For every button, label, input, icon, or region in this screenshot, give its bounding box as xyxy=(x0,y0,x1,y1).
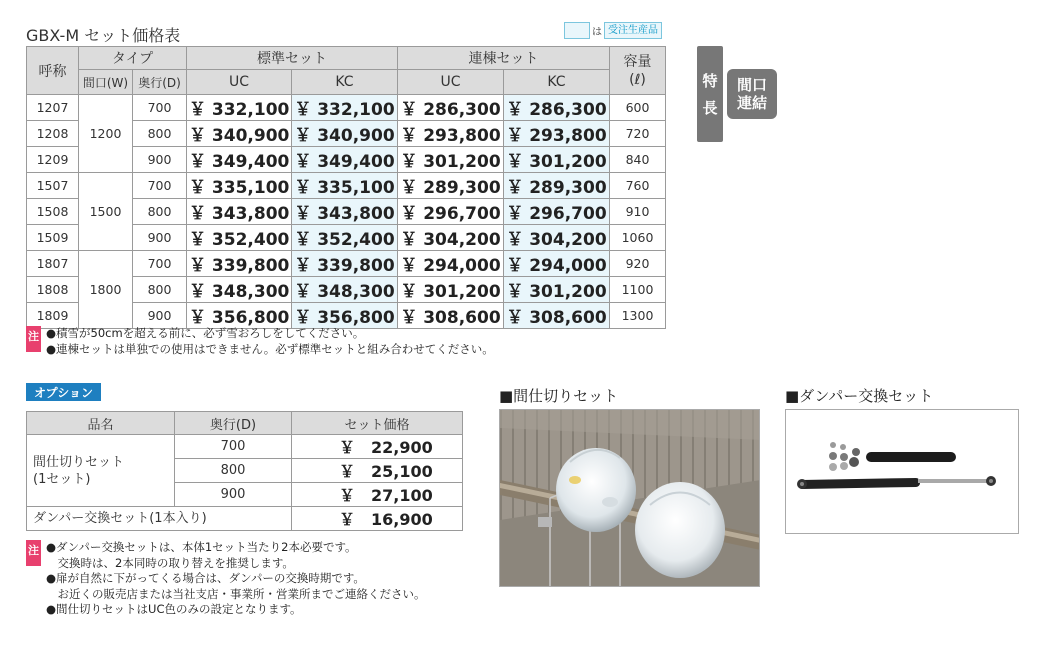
note-line: ●間仕切りセットはUC色のみの設定となります。 xyxy=(46,602,302,616)
option-partition-name-1: 間仕切りセット xyxy=(33,454,125,470)
header-width: 間口(W) xyxy=(79,70,133,95)
option-price: ￥ 22,900 xyxy=(292,435,463,459)
feature-label xyxy=(697,46,723,142)
note-mark: 注 xyxy=(26,540,41,566)
option-damper-price: ￥ 16,900 xyxy=(292,507,463,531)
cell-linked-uc-price: ￥ 301,200 xyxy=(398,277,504,303)
cell-linked-kc-price: ￥ 308,600 xyxy=(504,303,610,329)
cell-standard-kc-price: ￥ 343,800 xyxy=(292,199,398,225)
cell-standard-uc-price: ￥ 339,800 xyxy=(187,251,292,277)
cell-standard-uc-price: ￥ 340,900 xyxy=(187,121,292,147)
cell-yobina: 1807 xyxy=(27,251,79,277)
header-standard-kc: KC xyxy=(292,70,398,95)
cell-standard-uc-price: ￥ 343,800 xyxy=(187,199,292,225)
price-row xyxy=(27,251,666,277)
cell-linked-uc-price: ￥ 294,000 xyxy=(398,251,504,277)
cell-standard-uc-price: ￥ 349,400 xyxy=(187,147,292,173)
cell-linked-kc-price: ￥ 294,000 xyxy=(504,251,610,277)
cell-standard-uc-price: ￥ 335,100 xyxy=(187,173,292,199)
cell-yobina: 1808 xyxy=(27,277,79,303)
cell-standard-uc-price: ￥ 348,300 xyxy=(187,277,292,303)
cell-width: 1800 xyxy=(79,251,133,329)
partition-set-photo xyxy=(499,409,760,587)
cell-linked-uc-price: ￥ 293,800 xyxy=(398,121,504,147)
cell-width: 1500 xyxy=(79,173,133,251)
cell-depth: 900 xyxy=(133,225,187,251)
cell-linked-kc-price: ￥ 293,800 xyxy=(504,121,610,147)
header-type: タイプ xyxy=(79,47,187,70)
cell-capacity: 910 xyxy=(610,199,666,225)
cell-depth: 700 xyxy=(133,251,187,277)
cell-capacity: 720 xyxy=(610,121,666,147)
cell-depth: 800 xyxy=(133,277,187,303)
cell-linked-uc-price: ￥ 296,700 xyxy=(398,199,504,225)
header-capacity xyxy=(610,47,666,95)
option-header-price: セット価格 xyxy=(292,412,463,435)
option-header-name: 品名 xyxy=(27,412,175,435)
cell-yobina: 1208 xyxy=(27,121,79,147)
note-line: お近くの販売店または当社支店・事業所・営業所までご連絡ください。 xyxy=(46,586,426,601)
cell-capacity: 760 xyxy=(610,173,666,199)
header-linked-set: 連棟セット xyxy=(398,47,610,70)
header-capacity-label: 容量 xyxy=(623,53,652,70)
cell-depth: 800 xyxy=(133,199,187,225)
cell-standard-kc-price: ￥ 339,800 xyxy=(292,251,398,277)
option-table xyxy=(26,411,463,531)
damper-set-photo xyxy=(785,409,1019,534)
notes-section-1 xyxy=(26,326,494,357)
option-depth: 800 xyxy=(175,459,292,483)
note-line: ●連棟セットは単独での使用はできません。必ず標準セットと組み合わせてください。 xyxy=(46,341,494,356)
cell-yobina: 1209 xyxy=(27,147,79,173)
cell-depth: 800 xyxy=(133,121,187,147)
option-damper-name: ダンパー交換セット(1本入り) xyxy=(27,507,292,531)
cell-standard-uc-price: ￥ 332,100 xyxy=(187,95,292,121)
cell-depth: 700 xyxy=(133,173,187,199)
option-partition-name-2: (1セット) xyxy=(33,471,91,487)
cell-standard-uc-price: ￥ 356,800 xyxy=(187,303,292,329)
cell-linked-kc-price: ￥ 301,200 xyxy=(504,147,610,173)
cell-yobina: 1509 xyxy=(27,225,79,251)
header-standard-set: 標準セット xyxy=(187,47,398,70)
feature-label-toku: 特 xyxy=(702,72,718,90)
header-linked-kc: KC xyxy=(504,70,610,95)
notes-list xyxy=(46,326,494,357)
cell-depth: 900 xyxy=(133,147,187,173)
legend xyxy=(564,22,662,39)
feature-badge-linked-frontage xyxy=(727,69,777,119)
cell-width: 1200 xyxy=(79,95,133,173)
feature-badge-line-1: 間口 xyxy=(736,76,767,94)
damper-photo-title: ■ダンパー交換セット xyxy=(785,387,934,405)
cell-yobina: 1508 xyxy=(27,199,79,225)
cell-capacity: 600 xyxy=(610,95,666,121)
cell-standard-kc-price: ￥ 335,100 xyxy=(292,173,398,199)
cell-depth: 700 xyxy=(133,95,187,121)
cell-capacity: 1300 xyxy=(610,303,666,329)
cell-linked-kc-price: ￥ 304,200 xyxy=(504,225,610,251)
cell-depth: 900 xyxy=(133,303,187,329)
cell-standard-kc-price: ￥ 340,900 xyxy=(292,121,398,147)
notes-list xyxy=(46,540,426,618)
header-standard-uc: UC xyxy=(187,70,292,95)
legend-wa: は xyxy=(592,27,602,38)
option-header-depth: 奥行(D) xyxy=(175,412,292,435)
cell-standard-uc-price: ￥ 352,400 xyxy=(187,225,292,251)
cell-capacity: 1100 xyxy=(610,277,666,303)
legend-made-to-order-tag: 受注生産品 xyxy=(604,22,662,39)
note-mark: 注 xyxy=(26,326,41,352)
header-capacity-unit: (ℓ) xyxy=(629,71,646,88)
cell-linked-kc-price: ￥ 301,200 xyxy=(504,277,610,303)
cell-capacity: 840 xyxy=(610,147,666,173)
cell-yobina: 1809 xyxy=(27,303,79,329)
header-linked-uc: UC xyxy=(398,70,504,95)
cell-linked-uc-price: ￥ 289,300 xyxy=(398,173,504,199)
cell-linked-kc-price: ￥ 296,700 xyxy=(504,199,610,225)
header-yobina: 呼称 xyxy=(27,47,79,95)
cell-standard-kc-price: ￥ 349,400 xyxy=(292,147,398,173)
cell-linked-uc-price: ￥ 301,200 xyxy=(398,147,504,173)
cell-linked-kc-price: ￥ 286,300 xyxy=(504,95,610,121)
note-line: ●扉が自然に下がってくる場合は、ダンパーの交換時期です。 xyxy=(46,571,365,585)
cell-linked-uc-price: ￥ 304,200 xyxy=(398,225,504,251)
header-depth: 奥行(D) xyxy=(133,70,187,95)
cell-capacity: 920 xyxy=(610,251,666,277)
option-partition-name xyxy=(27,435,175,507)
page-title: GBX-M セット価格表 xyxy=(26,26,181,45)
feature-label-cho: 長 xyxy=(702,99,718,117)
price-row xyxy=(27,173,666,199)
option-price: ￥ 25,100 xyxy=(292,459,463,483)
cell-yobina: 1507 xyxy=(27,173,79,199)
cell-linked-uc-price: ￥ 286,300 xyxy=(398,95,504,121)
cell-standard-kc-price: ￥ 348,300 xyxy=(292,277,398,303)
note-line: ●ダンパー交換セットは、本体1セット当たり2本必要です。 xyxy=(46,540,357,554)
cell-standard-kc-price: ￥ 332,100 xyxy=(292,95,398,121)
cell-standard-kc-price: ￥ 352,400 xyxy=(292,225,398,251)
price-row xyxy=(27,95,666,121)
price-table xyxy=(26,46,666,329)
note-line: 交換時は、2本同時の取り替えを推奨します。 xyxy=(46,555,294,570)
cell-capacity: 1060 xyxy=(610,225,666,251)
option-depth: 700 xyxy=(175,435,292,459)
feature-badge-line-2: 連結 xyxy=(736,94,767,112)
cell-yobina: 1207 xyxy=(27,95,79,121)
option-depth: 900 xyxy=(175,483,292,507)
option-price: ￥ 27,100 xyxy=(292,483,463,507)
partition-photo-title: ■間仕切りセット xyxy=(499,387,619,405)
note-line: ●積雪が50cmを超える前に、必ず雪おろしをしてください。 xyxy=(46,326,365,340)
legend-swatch xyxy=(564,22,590,39)
notes-section-2 xyxy=(26,540,426,618)
cell-linked-uc-price: ￥ 308,600 xyxy=(398,303,504,329)
cell-standard-kc-price: ￥ 356,800 xyxy=(292,303,398,329)
cell-linked-kc-price: ￥ 289,300 xyxy=(504,173,610,199)
option-tag: オプション xyxy=(26,383,101,401)
